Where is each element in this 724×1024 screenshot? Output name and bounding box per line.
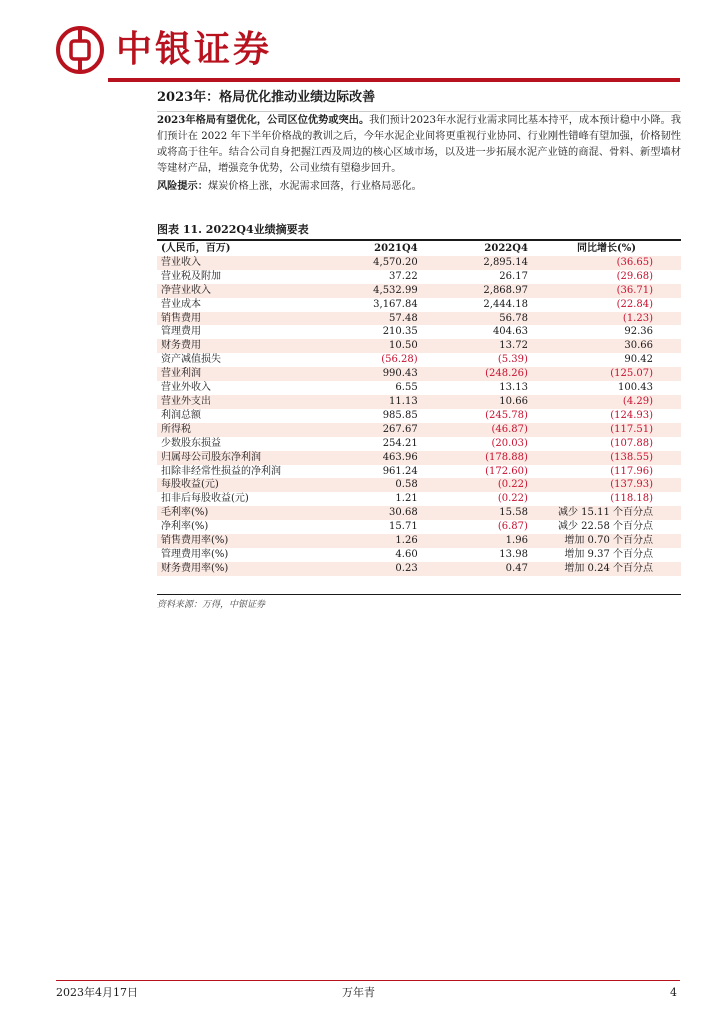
- row-label: 营业成本: [161, 298, 201, 310]
- report-header: [56, 26, 680, 76]
- row-label: 少数股东损益: [161, 437, 221, 449]
- value-yoy: (124.93): [610, 409, 653, 421]
- table-row: [157, 478, 681, 492]
- value-2022q4: 2,895.14: [422, 256, 532, 270]
- table-row: [157, 520, 681, 534]
- value-2021q4: 3,167.84: [373, 298, 418, 310]
- value-2022q4: (46.87): [422, 423, 532, 437]
- table-row: [157, 534, 681, 548]
- row-label: 财务费用: [157, 339, 311, 353]
- table-row: [157, 465, 681, 479]
- value-2021q4: 0.23: [311, 562, 421, 576]
- row-label: 营业外收入: [161, 382, 211, 394]
- table-row: [157, 562, 681, 576]
- risk-paragraph: [157, 178, 681, 195]
- value-2021q4: 1.21: [395, 493, 418, 505]
- value-yoy: 增加 9.37 个百分点: [564, 548, 653, 560]
- table-row: [157, 409, 681, 423]
- value-2021q4: 10.50: [311, 339, 421, 353]
- earnings-summary-table: [157, 242, 681, 576]
- value-yoy: (29.68): [616, 270, 653, 282]
- risk-text: 煤炭价格上涨，水泥需求回落，行业格局恶化。: [207, 181, 422, 192]
- value-yoy: 减少 15.11 个百分点: [532, 506, 681, 520]
- value-yoy: 增加 0.24 个百分点: [532, 562, 681, 576]
- value-2022q4: 13.13: [499, 382, 528, 394]
- table-row: [157, 256, 681, 270]
- table-row: [157, 506, 681, 520]
- value-2021q4: 267.67: [311, 423, 421, 437]
- row-label: 销售费用: [157, 312, 311, 326]
- table-row: [157, 492, 681, 506]
- value-2021q4: 0.58: [311, 478, 421, 492]
- risk-lead: 风险提示：: [157, 180, 208, 192]
- footer-company: 万年青: [342, 986, 375, 999]
- boc-logo-icon: [56, 26, 104, 74]
- footer-divider: [56, 980, 680, 981]
- value-2021q4: 4,532.99: [311, 284, 421, 298]
- row-label: 资产减值损失: [161, 354, 221, 366]
- value-2022q4: (248.26): [422, 367, 532, 381]
- value-yoy: (107.88): [610, 437, 653, 449]
- value-yoy: (22.84): [616, 298, 653, 310]
- value-2021q4: 30.68: [311, 506, 421, 520]
- value-2022q4: 13.98: [499, 548, 528, 560]
- value-2021q4: 1.26: [311, 534, 421, 548]
- value-2021q4: 961.24: [382, 465, 418, 477]
- value-yoy: (138.55): [532, 451, 681, 465]
- table-row: [157, 298, 681, 312]
- value-2022q4: 56.78: [422, 312, 532, 326]
- table-header-row: [157, 242, 681, 256]
- row-label: 营业收入: [157, 256, 311, 270]
- value-2021q4: 37.22: [389, 270, 418, 282]
- table-bottom-rule: [157, 594, 681, 595]
- row-label: 净营业收入: [157, 284, 311, 298]
- value-2022q4: (245.78): [485, 409, 528, 421]
- table-row: [157, 339, 681, 353]
- table-row: [157, 325, 681, 339]
- row-label: 归属母公司股东净利润: [157, 451, 311, 465]
- value-yoy: (125.07): [532, 367, 681, 381]
- value-2022q4: (6.87): [497, 521, 528, 533]
- value-2021q4: 15.71: [389, 521, 418, 533]
- value-2022q4: 15.58: [422, 506, 532, 520]
- value-yoy: 92.36: [624, 326, 653, 338]
- outlook-paragraph: [157, 112, 681, 177]
- value-yoy: (4.29): [532, 395, 681, 409]
- value-yoy: (118.18): [610, 493, 653, 505]
- value-yoy: (1.23): [532, 312, 681, 326]
- row-label: 毛利率(%): [157, 506, 311, 520]
- column-header-2022q4: 2022Q4: [484, 243, 528, 254]
- value-2021q4: 990.43: [311, 367, 421, 381]
- value-2022q4: 10.66: [422, 395, 532, 409]
- column-header-unit: (人民币，百万): [161, 243, 231, 254]
- value-2022q4: 404.63: [492, 326, 528, 338]
- value-2021q4: 6.55: [395, 382, 418, 394]
- header-divider: [108, 78, 680, 82]
- value-yoy: 90.42: [624, 354, 653, 366]
- value-yoy: 100.43: [618, 382, 653, 394]
- value-2022q4: 13.72: [422, 339, 532, 353]
- value-2021q4: 210.35: [382, 326, 418, 338]
- value-2022q4: (0.22): [422, 478, 532, 492]
- value-2021q4: (56.28): [381, 354, 418, 366]
- value-2021q4: 4,570.20: [311, 256, 421, 270]
- table-row: [157, 381, 681, 395]
- value-2022q4: (172.60): [485, 465, 528, 477]
- row-label: 管理费用率(%): [161, 548, 229, 560]
- value-yoy: 增加 0.70 个百分点: [532, 534, 681, 548]
- value-yoy: (117.51): [532, 423, 681, 437]
- value-2021q4: 57.48: [311, 312, 421, 326]
- brand-name: 中银证券: [116, 29, 273, 70]
- value-2021q4: 4.60: [395, 548, 418, 560]
- value-2021q4: 11.13: [311, 395, 421, 409]
- value-2022q4: (20.03): [491, 437, 528, 449]
- value-2022q4: (0.22): [497, 493, 528, 505]
- value-2022q4: 0.47: [422, 562, 532, 576]
- table-row: [157, 284, 681, 298]
- row-label: 扣除非经常性损益的净利润: [161, 465, 281, 477]
- table-row: [157, 367, 681, 381]
- value-2022q4: 2,444.18: [483, 298, 528, 310]
- value-yoy: (137.93): [532, 478, 681, 492]
- value-2021q4: 985.85: [382, 409, 418, 421]
- value-2022q4: 1.96: [422, 534, 532, 548]
- value-2022q4: (178.88): [422, 451, 532, 465]
- value-2022q4: 2,868.97: [422, 284, 532, 298]
- row-label: 营业税及附加: [161, 270, 221, 282]
- figure-top-rule: [157, 239, 681, 241]
- table-row: [157, 548, 681, 562]
- value-yoy: (36.65): [532, 256, 681, 270]
- section-title: 2023年：格局优化推动业绩边际改善: [157, 88, 681, 112]
- value-yoy: 减少 22.58 个百分点: [558, 521, 653, 533]
- row-label: 销售费用率(%): [157, 534, 311, 548]
- value-2021q4: 254.21: [382, 437, 418, 449]
- row-label: 扣非后每股收益(元): [161, 493, 249, 505]
- value-2021q4: 463.96: [311, 451, 421, 465]
- column-header-yoy: 同比增长(%): [576, 243, 636, 254]
- outlook-lead: 2023年格局有望优化，公司区位优势或突出。: [157, 114, 370, 126]
- value-2022q4: 26.17: [499, 270, 528, 282]
- row-label: 每股收益(元): [157, 478, 311, 492]
- value-yoy: (36.71): [532, 284, 681, 298]
- table-row: [157, 395, 681, 409]
- value-2022q4: (5.39): [497, 354, 528, 366]
- footer-date: 2023年4月17日: [56, 986, 138, 999]
- table-row: [157, 437, 681, 451]
- column-header-2021q4: 2021Q4: [374, 243, 418, 254]
- source-note: 资料来源：万得，中银证券: [157, 600, 266, 610]
- row-label: 利润总额: [161, 409, 201, 421]
- value-yoy: 30.66: [532, 339, 681, 353]
- row-label: 所得税: [157, 423, 311, 437]
- table-row: [157, 270, 681, 284]
- table-row: [157, 312, 681, 326]
- table-row: [157, 353, 681, 367]
- row-label: 营业利润: [157, 367, 311, 381]
- row-label: 营业外支出: [157, 395, 311, 409]
- row-label: 财务费用率(%): [157, 562, 311, 576]
- table-row: [157, 423, 681, 437]
- row-label: 管理费用: [161, 326, 201, 338]
- row-label: 净利率(%): [161, 521, 209, 533]
- value-yoy: (117.96): [610, 465, 653, 477]
- outlook-text: 我们预计2023年水泥行业需求同比基本持平，成本预计稳中小降。我们预计在 2022 年下半年价格战的教训之后，今年水泥企业间将更重视行业协同、行业刚性错峰有望加强，价格韧性或将高于往年。结合公司自身把握江西及周边的核心区域市场，以及进一步拓展水泥产业链的商混、骨料、新型墙材等建材产品，增强竞争优势，公司业绩有望稳步回升。: [157, 115, 681, 174]
- figure-title: 图表 11. 2022Q4业绩摘要表: [157, 223, 309, 236]
- page-number: 4: [670, 986, 677, 999]
- table-row: [157, 451, 681, 465]
